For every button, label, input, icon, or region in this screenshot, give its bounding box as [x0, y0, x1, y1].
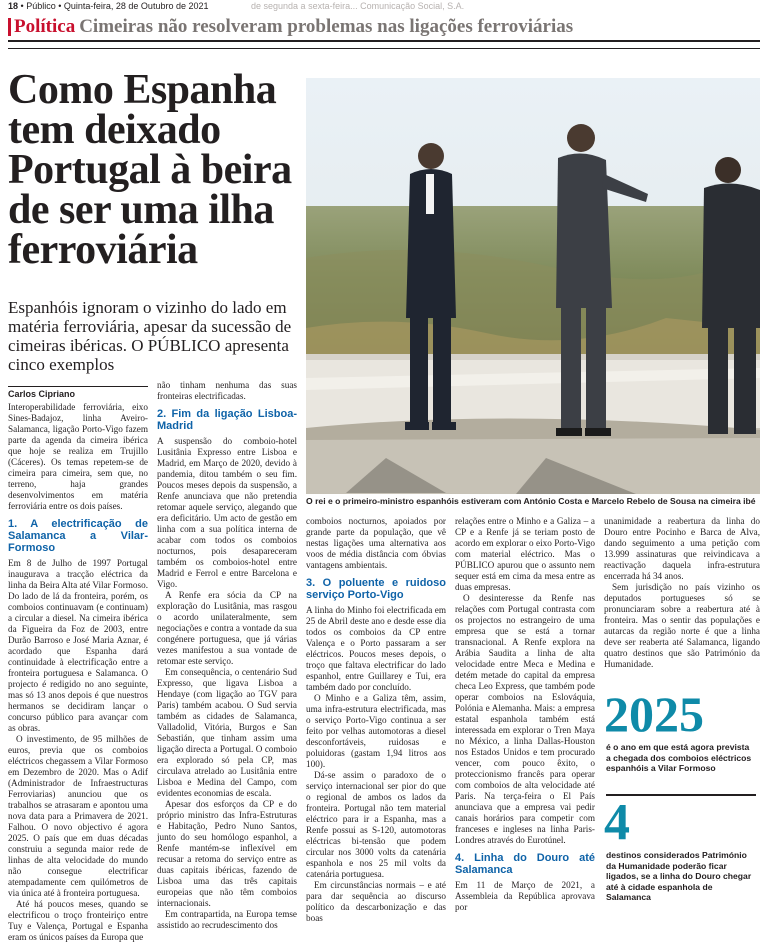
paragraph: Interoperabilidade ferroviária, eixo Sines-Badajoz, linha Aveiro-Salamanca, ligação Porto-Vigo fazem parte da agenda da cimeira ibérica que hoje se realiza em Trujillo (Cáceres). Os temas repetem-se de cimeira para cimeira, sem que, no terreno, haja grandes desenvolvimentos em matéria ferroviária entre os dois países. [8, 402, 148, 511]
paragraph: Em consequência, o centenário Sud Expresso, que ligava Lisboa a Hendaye (com ligação ao TGV para Paris) também acabou. O Sud servia também as cidades de Salamanca, Valladolid, Vitória, Burgos e San Sebastián, que tinham assim uma ligação directa a Portugal. O comboio era explorado só pela CP, mas circulava atrelado ao Lusitânia entre Lisboa e Medina del Campo, com evidentes economias de escala. [157, 667, 297, 798]
newspaper-name: Público [26, 1, 56, 11]
paragraph: unanimidade a reabertura da linha do Douro entre Pocinho e Barca de Alva, dando seguimento a uma petição com 13.999 assinaturas que reivindicava a reactivação daquela infra-estrutura encerrada há 34 anos. [604, 516, 760, 581]
paragraph: não tinham nenhuma das suas fronteiras electrificadas. [157, 380, 297, 401]
article-lead: Espanhóis ignoram o vizinho do lado em matéria ferroviária, apesar da sucessão de cimeiras ibéricas. O PÚBLICO apresenta cinco exemplos [8, 298, 292, 374]
photo-caption: O rei e o primeiro-ministro espanhóis estiveram com António Costa e Marcelo Rebelo de Sousa na cimeira ibé [306, 496, 756, 506]
stat-number-2025: 2025 [604, 686, 704, 742]
paragraph: O desinteresse da Renfe nas relações com Portugal contrasta com os projectos no estrangeiro de uma empresa que se está a tornar transnacional. A Renfe explora na Arábia Saudita a linha de alta velocidade entre Meca e Medina e detém metade do capital da empresa checa Leo Express, que também pode operar comboios na Eslováquia, Polónia e Alemanha. Mais: a empresa estatal espanhola também está interessada em explorar o Tren Maya no México, a linha Dallas-Houston nos Estados Unidos e tem procurado vencer, com pouco êxito, o proteccionismo francês para operar com comboios de alta velocidade até Paris. Na terça-feira o El País anunciava que a empresa vai pedir canais horários para competir com franceses e ingleses na linha Paris-Londres através do Eurotúnel. [455, 593, 595, 845]
paragraph: Em 8 de Julho de 1997 Portugal inaugurava a tracção eléctrica da linha da Beira Alta até Vilar Formoso. Do lado de lá da fronteira, porém, os comboios continuavam (e continuam) a circular a diesel. Na cimeira ibérica da Figueira da Foz de 2003, entre Durão Barroso e José Maria Aznar, é acordado que Espanha dará continuidade à electrificação entre a fronteira portuguesa e Salamanca. O projecto é redigido no ano seguinte, mas só 13 anos depois é que nuestros hermanos se decidiram lançar o concurso público para avançar com as obras. [8, 558, 148, 733]
section-bar [8, 14, 760, 42]
stat-text-4: destinos considerados Património da Humanidade poderão ficar ligados, se a linha do Douro chegar até à cidade espanhola de Salamanca [606, 850, 752, 902]
stat-text-2025: é o ano em que está agora prevista a chegada dos comboios eléctricos espanhóis a Vilar Formoso [606, 742, 752, 773]
paragraph: Em 11 de Março de 2021, a Assembleia da República aprovava por [455, 880, 595, 912]
divider [8, 48, 760, 49]
paragraph: Dá-se assim o paradoxo de o serviço internacional ser pior do que o regional de ambos os lados da fronteira. Portugal não tem material eléctrico para ir a Espanha, mas a Renfe possui as S-120, automotoras eléctricas bi-tensão que podem circular nos 3000 volts da catenária espanhola e nos 25 mil volts da catenária portuguesa. [306, 770, 446, 879]
column-1 [8, 402, 148, 942]
subheading-2: 2. Fim da ligação Lisboa-Madrid [157, 408, 297, 432]
paragraph: Em contrapartida, na Europa temse assistido ao recrudescimento dos [157, 909, 297, 930]
article-title: Como Espanha tem deixado Portugal à beira de ser uma ilha ferroviária [8, 67, 292, 273]
paragraph: A suspensão do comboio-hotel Lusitânia Expresso entre Lisboa e Madrid, em Março de 2020, devido à pandemia, ditou também o seu fim. Poucos meses depois da suspensão, a Renfe anunciava que não pretendia retomar aquele serviço, alegando que era deficitário. Um acto de gestão em linha com a sua política interna de acabar com todos os comboios nocturnos, pois desapareceram também os comboios-hotel entre Madrid e Ferrol e entre Barcelona e Vigo. [157, 436, 297, 589]
section-accent-bar [8, 18, 11, 36]
landscape-photo-illustration [306, 78, 760, 494]
paragraph: A linha do Minho foi electrificada em 25 de Abril deste ano e desde esse dia todos os comboios da CP entre Valença e o Porto passaram a ser eléctricos. Poucos meses depois, o troço que faltava electrificar do lado espanhol, entre Guillarey e Tui, era também dado por concluído. [306, 605, 446, 692]
header-faint-text: de segunda a sexta-feira... Comunicação Social, S.A. [251, 1, 465, 11]
section-headline: Cimeiras não resolveram problemas nas ligações ferroviárias [79, 16, 574, 37]
column-2 [157, 380, 297, 930]
paragraph: O Minho e a Galiza têm, assim, uma infra-estrutura electrificada, mas o serviço Porto-Vigo continua a ser feito por velhas automotoras a diesel desconfortáveis, ruidosas e poluidoras (gastam 1,94 litros aos 100). [306, 693, 446, 769]
subheading-3: 3. O poluente e ruidoso serviço Porto-Vigo [306, 577, 446, 601]
section-name: Política [14, 16, 76, 37]
page-header-line: 18 • Público • Quinta-feira, 28 de Outubro de 2021 de segunda a sexta-feira... Comunicação Social, S.A. [8, 1, 465, 11]
article-photo [306, 78, 760, 494]
paragraph: Sem jurisdição no país vizinho os deputados portugueses só se pronunciaram sobre a reabertura até à fronteira. Mas o sentir das populações e autarcas da região norte é que a linha deve ser reaberta até Salamanca, ligando quatro destinos que são Património da Humanidade. [604, 582, 760, 669]
column-3 [306, 516, 446, 923]
page-number: 18 [8, 1, 19, 11]
paragraph: comboios nocturnos, apoiados por grande parte da população, que vê nestas ligações uma alternativa aos voos de média distância com óbvias vantagens ambientais. [306, 516, 446, 570]
paragraph: Apesar dos esforços da CP e do próprio ministro das Infra-Estruturas e Habitação, Pedro Nuno Santos, junto do seu homólogo espanhol, a Renfe mantém-se inflexível em recusar a retoma do serviço entre as duas capitais ibéricas, fazendo de Lisboa uma das três capitais europeias que não têm comboios internacionais. [157, 799, 297, 908]
paragraph: relações entre o Minho e a Galiza – a CP e a Renfe já se teriam posto de acordo em explorar o eixo Porto-Vigo com material eléctrico. Mas o PÚBLICO apurou que o assunto nem sequer está em cima da mesa entre as duas empresas. [455, 516, 595, 592]
column-4 [455, 516, 595, 912]
paragraph: Até há poucos meses, quando se electrificou o troço fronteiriço entre Tuy e Valença, Portugal e Espanha eram os únicos países da Europa que [8, 899, 148, 942]
stat-number-4: 4 [604, 794, 630, 851]
issue-date: Quinta-feira, 28 de Outubro de 2021 [63, 1, 209, 11]
paragraph: Em circunstâncias normais – e até para dar sequência ao discurso político da descarbonização e das boas [306, 880, 446, 923]
byline: Carlos Cipriano [8, 386, 148, 399]
paragraph: A Renfe era sócia da CP na exploração do Lusitânia, mas rasgou o acordo unilateralmente, sem negociações e contra a vontade da sua congénere portuguesa, que já várias vezes manifestou a sua vontade de retomar este serviço. [157, 590, 297, 666]
subheading-1: 1. A electrificação de Salamanca a Vilar-Formoso [8, 518, 148, 554]
paragraph: O investimento, de 95 milhões de euros, previa que os comboios eléctricos chegassem a Vilar Formoso em Dezembro de 2020. Mas o Adif (Administrador de Infraestructuras Ferroviarias) anunciou que os trabalhos se atrasaram e apontou uma nova data para a Primavera de 2021. Falhou. O novo objectivo é agora 2025. O país que em duas décadas construiu a segunda maior rede de linhas de alta velocidade do mundo não consegue electrificar atempadamente cem quilómetros de via única até à fronteira portuguesa. [8, 734, 148, 898]
subheading-4: 4. Linha do Douro até Salamanca [455, 852, 595, 876]
column-5 [604, 516, 760, 686]
